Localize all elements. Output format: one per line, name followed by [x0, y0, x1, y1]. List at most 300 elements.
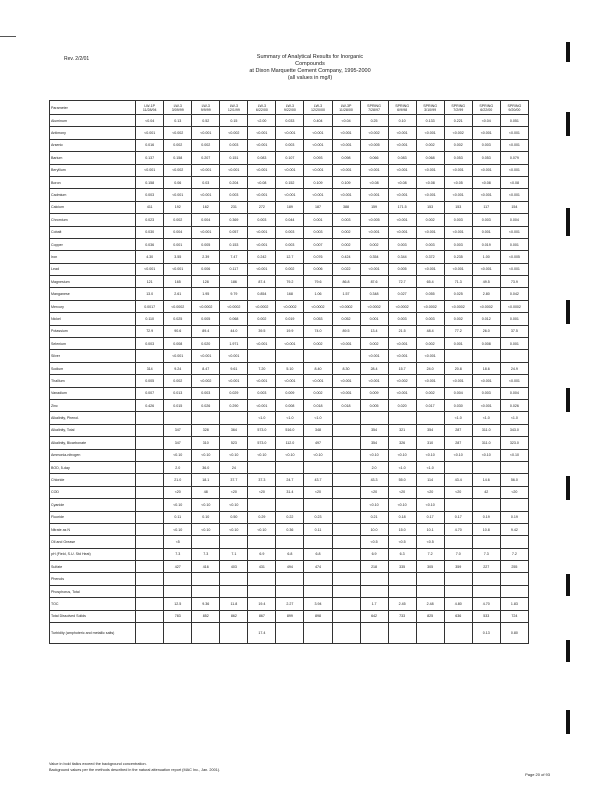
result-cell: <0.0002	[192, 300, 220, 312]
result-cell	[304, 623, 332, 644]
result-cell: 0.10	[192, 511, 220, 523]
result-cell: 0.369	[220, 214, 248, 226]
result-cell: <0.001	[416, 350, 444, 362]
result-cell: <0.10	[164, 449, 192, 461]
result-cell: 0.290	[220, 399, 248, 411]
result-cell: 0.076	[304, 251, 332, 263]
result-cell: 26.0	[472, 325, 500, 337]
result-cell: <0.10	[388, 499, 416, 511]
result-cell: 287	[444, 437, 472, 449]
table-row	[50, 474, 529, 486]
result-cell: 0.068	[220, 313, 248, 325]
table-row	[50, 313, 529, 325]
result-cell	[248, 585, 276, 597]
result-cell: 0.003	[276, 238, 304, 250]
result-cell: <0.002	[220, 127, 248, 139]
result-cell: 186	[220, 276, 248, 288]
column-well-id: LW-3	[173, 103, 182, 108]
result-cell: 0.066	[360, 152, 388, 164]
result-cell: <0.10	[220, 523, 248, 535]
result-cell: 2.80	[472, 288, 500, 300]
result-cell: 86.8	[332, 276, 360, 288]
result-cell	[332, 486, 360, 498]
result-cell	[136, 573, 164, 585]
result-cell: 43.7	[304, 474, 332, 486]
result-cell: <0.002	[388, 375, 416, 387]
column-sample-date: 3/09/99	[171, 107, 184, 112]
result-cell: 7.3	[164, 548, 192, 560]
result-cell: 2.27	[276, 598, 304, 610]
result-cell	[332, 585, 360, 597]
result-cell: 0.17	[416, 511, 444, 523]
result-cell: 0.005	[192, 313, 220, 325]
result-cell: <0.001	[304, 189, 332, 201]
result-cell	[248, 536, 276, 548]
result-cell: 15.0	[388, 523, 416, 535]
result-cell: <0.001	[444, 226, 472, 238]
result-cell: 3.94	[304, 598, 332, 610]
column-sample-date: 6/9/98	[397, 107, 408, 112]
column-sample-date: 7/2/99	[453, 107, 464, 112]
parameter-name: Zinc	[50, 399, 136, 411]
result-cell: 14.6	[472, 474, 500, 486]
column-header	[136, 101, 164, 115]
title-line: at Dixon Marquette Cement Company, 1995-2000	[249, 68, 371, 74]
result-cell	[164, 573, 192, 585]
result-cell: 0.007	[136, 387, 164, 399]
result-cell	[192, 585, 220, 597]
result-cell: <20	[304, 486, 332, 498]
table-row	[50, 523, 529, 535]
result-cell: <0.001	[416, 189, 444, 201]
result-cell	[136, 449, 164, 461]
result-cell	[136, 437, 164, 449]
result-cell: 79.2	[276, 276, 304, 288]
result-cell: 19.9	[276, 325, 304, 337]
column-sample-date: 9/22/00	[283, 107, 296, 112]
result-cell: <0.001	[416, 263, 444, 275]
result-cell: 0.001	[500, 238, 528, 250]
result-cell: 117	[472, 201, 500, 213]
result-cell	[220, 536, 248, 548]
result-cell: 0.004	[444, 387, 472, 399]
result-cell: 0.0017	[136, 300, 164, 312]
result-cell: 0.001	[360, 313, 388, 325]
result-cell: <5	[164, 536, 192, 548]
result-cell: <0.001	[444, 263, 472, 275]
result-cell: 573.0	[248, 437, 276, 449]
parameter-name: Total Dissolved Solids	[50, 610, 136, 622]
result-cell: <0.001	[276, 164, 304, 176]
parameter-name: Manganese	[50, 288, 136, 300]
column-sample-date: 9/9/99	[200, 107, 211, 112]
result-cell: 7.0	[444, 548, 472, 560]
table-row	[50, 623, 529, 644]
parameter-name: Phenols	[50, 573, 136, 585]
result-cell: 0.18	[388, 511, 416, 523]
result-cell: 636	[444, 610, 472, 622]
table-row	[50, 164, 529, 176]
parameter-name: Silver	[50, 350, 136, 362]
table-row	[50, 226, 529, 238]
result-cell	[332, 424, 360, 436]
result-cell: 0.003	[332, 214, 360, 226]
result-cell: 0.005	[192, 238, 220, 250]
footnote-bold-italics: Value in bold italics exceed the background concentration.	[49, 762, 147, 766]
result-cell: <0.10	[276, 449, 304, 461]
table-row	[50, 300, 529, 312]
result-cell: <0.001	[332, 189, 360, 201]
result-cell: <1.0	[304, 412, 332, 424]
result-cell: <0.001	[388, 338, 416, 350]
result-cell	[276, 461, 304, 473]
result-cell: 0.003	[136, 338, 164, 350]
result-cell: 0.002	[416, 338, 444, 350]
result-cell: <0.001	[248, 139, 276, 151]
result-cell	[220, 412, 248, 424]
result-cell: <20	[444, 486, 472, 498]
column-sample-date: 6/22/00	[480, 107, 493, 112]
result-cell: <0.001	[360, 226, 388, 238]
result-cell: 310	[192, 437, 220, 449]
parameter-name: Barium	[50, 152, 136, 164]
result-cell: 159	[360, 201, 388, 213]
result-cell: 314	[136, 362, 164, 374]
table-row	[50, 139, 529, 151]
table-row	[50, 251, 529, 263]
result-cell: <20	[220, 486, 248, 498]
result-cell: 0.003	[136, 189, 164, 201]
result-cell: 0.026	[192, 399, 220, 411]
result-cell: 311.0	[472, 424, 500, 436]
scan-tab-mark	[566, 112, 570, 136]
result-cell: <0.001	[136, 263, 164, 275]
result-cell: 0.158	[136, 176, 164, 188]
result-cell	[388, 623, 416, 644]
column-well-id: SPRING	[395, 103, 409, 108]
result-cell: <1.0	[500, 412, 528, 424]
result-cell: 3.55	[164, 251, 192, 263]
result-cell: 0.053	[472, 152, 500, 164]
result-cell: 0.003	[248, 214, 276, 226]
result-cell: 24	[220, 461, 248, 473]
result-cell: 227	[472, 561, 500, 573]
parameter-name: Cyanide	[50, 499, 136, 511]
result-cell: <20	[500, 486, 528, 498]
result-cell: <0.0002	[304, 300, 332, 312]
result-cell: 0.001	[500, 313, 528, 325]
result-cell: <0.001	[332, 127, 360, 139]
result-cell: 0.002	[276, 263, 304, 275]
column-well-id: SPRING	[451, 103, 466, 108]
parameter-name: Aluminum	[50, 115, 136, 127]
result-cell	[332, 548, 360, 560]
result-cell: 0.424	[332, 251, 360, 263]
result-cell: 1.57	[332, 288, 360, 300]
result-cell: 533	[472, 610, 500, 622]
result-cell	[500, 573, 528, 585]
result-cell: 0.002	[416, 139, 444, 151]
result-cell: 48.4	[416, 325, 444, 337]
result-cell: <1.0	[444, 412, 472, 424]
result-cell: 347	[164, 424, 192, 436]
result-cell: 89.5	[332, 325, 360, 337]
scan-tab-mark	[566, 388, 570, 412]
result-cell: 0.044	[276, 214, 304, 226]
result-cell: <1.0	[388, 461, 416, 473]
result-cell: 0.22	[276, 511, 304, 523]
result-cell	[136, 511, 164, 523]
result-cell: 573.0	[248, 424, 276, 436]
result-cell: <0.001	[248, 127, 276, 139]
column-header	[416, 101, 444, 115]
result-cell	[192, 412, 220, 424]
result-cell: <0.001	[332, 164, 360, 176]
result-cell: 0.033	[276, 115, 304, 127]
column-header	[164, 101, 192, 115]
result-cell: 187	[304, 201, 332, 213]
result-cell: 0.19	[472, 511, 500, 523]
result-cell: 0.051	[500, 115, 528, 127]
parameter-name: Oil and Grease	[50, 536, 136, 548]
result-cell: 28.4	[360, 362, 388, 374]
parameter-name: Chloride	[50, 474, 136, 486]
result-cell: <0.10	[248, 523, 276, 535]
result-cell: 15.7	[388, 362, 416, 374]
result-cell: 311.0	[472, 437, 500, 449]
result-cell: 0.003	[220, 139, 248, 151]
result-cell: 9.42	[500, 523, 528, 535]
result-cell	[332, 449, 360, 461]
result-cell: <0.10	[360, 449, 388, 461]
result-cell: 4.30	[136, 251, 164, 263]
result-cell: <0.001	[500, 139, 528, 151]
result-cell: 523	[220, 437, 248, 449]
result-cell: 0.21	[360, 511, 388, 523]
column-header	[192, 101, 220, 115]
result-cell	[136, 474, 164, 486]
parameter-name: BOD, 5-day	[50, 461, 136, 473]
result-cell: 0.153	[220, 238, 248, 250]
result-cell: 0.002	[192, 139, 220, 151]
result-cell: 0.344	[388, 251, 416, 263]
parameter-name: COD	[50, 486, 136, 498]
result-cell: 0.004	[500, 387, 528, 399]
result-cell	[332, 474, 360, 486]
result-cell: <0.001	[472, 127, 500, 139]
result-cell: 0.221	[444, 115, 472, 127]
result-cell	[416, 623, 444, 644]
column-header	[220, 101, 248, 115]
result-cell: <20	[360, 486, 388, 498]
result-cell: 783	[164, 610, 192, 622]
column-well-id: LW-3	[257, 103, 267, 108]
table-row	[50, 115, 529, 127]
result-cell: 0.002	[164, 214, 192, 226]
result-cell: <1.0	[472, 412, 500, 424]
result-cell: <0.0002	[416, 300, 444, 312]
result-cell: <0.10	[192, 499, 220, 511]
result-cell: <0.04	[332, 115, 360, 127]
result-cell: <0.001	[248, 226, 276, 238]
result-cell	[136, 523, 164, 535]
result-cell: 9.36	[192, 598, 220, 610]
result-cell: 114	[416, 474, 444, 486]
result-cell: <2.00	[248, 115, 276, 127]
table-row	[50, 536, 529, 548]
column-sample-date: 11/28/94	[142, 107, 157, 112]
result-cell: 0.80	[500, 623, 528, 644]
table-row	[50, 263, 529, 275]
result-cell	[304, 573, 332, 585]
result-cell: 6.9	[360, 548, 388, 560]
result-cell	[220, 623, 248, 644]
result-cell: <0.001	[304, 127, 332, 139]
result-cell: 0.002	[304, 387, 332, 399]
result-cell: 0.003	[472, 139, 500, 151]
result-cell: <0.10	[248, 449, 276, 461]
table-row	[50, 499, 529, 511]
result-cell	[360, 585, 388, 597]
result-cell: <0.001	[360, 350, 388, 362]
result-cell: 18.6	[472, 362, 500, 374]
result-cell	[416, 412, 444, 424]
result-cell: 0.019	[276, 313, 304, 325]
parameter-name: pH (Field, S.U. Std Heat)	[50, 548, 136, 560]
result-cell	[500, 350, 528, 362]
result-cell: 0.52	[192, 115, 220, 127]
result-cell	[472, 461, 500, 473]
result-cell: 71.3	[444, 276, 472, 288]
result-cell	[416, 585, 444, 597]
result-cell: 6.3	[388, 548, 416, 560]
result-cell: 153	[416, 201, 444, 213]
result-cell: 0.022	[332, 263, 360, 275]
result-cell: 287	[444, 424, 472, 436]
result-cell: 162	[192, 201, 220, 213]
result-cell: 497	[304, 437, 332, 449]
result-cell: 0.152	[276, 176, 304, 188]
result-cell: 7.2	[416, 548, 444, 560]
parameter-name: Alkalinity, Bicarbonate	[50, 437, 136, 449]
result-cell: 0.15	[220, 115, 248, 127]
result-cell: <0.0002	[248, 300, 276, 312]
result-cell: 0.002	[164, 375, 192, 387]
column-header	[360, 101, 388, 115]
result-cell: 724	[500, 610, 528, 622]
result-cell: 0.006	[304, 263, 332, 275]
result-cell: <0.001	[164, 350, 192, 362]
result-cell	[276, 350, 304, 362]
result-cell: <0.001	[332, 387, 360, 399]
result-cell: 898	[304, 610, 332, 622]
table-row	[50, 238, 529, 250]
result-cell: 0.109	[304, 176, 332, 188]
parameter-name: Selenium	[50, 338, 136, 350]
result-cell: 9.24	[164, 362, 192, 374]
result-cell: 10.0	[360, 523, 388, 535]
parameter-name: Nitrate as N	[50, 523, 136, 535]
parameter-name: Alkalinity, Total	[50, 424, 136, 436]
result-cell: <0.0002	[276, 300, 304, 312]
result-cell: 1.83	[500, 598, 528, 610]
column-well-id: SPRING	[367, 103, 381, 108]
result-cell: <0.001	[248, 263, 276, 275]
result-cell: <0.08	[416, 176, 444, 188]
column-sample-date: 6/22/00	[255, 107, 268, 112]
result-cell: <0.001	[276, 338, 304, 350]
result-cell: <0.0002	[332, 300, 360, 312]
result-cell: 0.03	[192, 176, 220, 188]
result-cell: <0.001	[164, 263, 192, 275]
result-cell: 72.9	[136, 325, 164, 337]
result-cell: <0.005	[360, 214, 388, 226]
result-cell	[304, 585, 332, 597]
result-cell: 0.19	[500, 511, 528, 523]
result-cell: 0.053	[444, 152, 472, 164]
scan-tab-mark	[566, 208, 570, 236]
column-sample-date: 9/20/00	[508, 107, 521, 112]
result-cell: 4.80	[444, 598, 472, 610]
result-cell: 2.45	[388, 598, 416, 610]
column-sample-date: 12/20/00	[310, 107, 325, 112]
result-cell: <0.001	[388, 127, 416, 139]
result-cell: <0.001	[416, 164, 444, 176]
result-cell: 0.018	[304, 399, 332, 411]
result-cell: 0.107	[276, 152, 304, 164]
table-row	[50, 437, 529, 449]
result-cell: <0.5	[416, 536, 444, 548]
result-cell: 121	[136, 276, 164, 288]
result-cell	[192, 573, 220, 585]
result-cell: 0.002	[444, 313, 472, 325]
result-cell: 0.055	[416, 288, 444, 300]
result-cell: 7.3	[472, 548, 500, 560]
result-cell: <0.10	[164, 523, 192, 535]
table-row	[50, 338, 529, 350]
result-cell: 0.17	[444, 511, 472, 523]
result-cell: 310	[416, 437, 444, 449]
result-cell: 0.009	[276, 387, 304, 399]
result-cell: 0.002	[360, 238, 388, 250]
result-cell	[136, 461, 164, 473]
result-cell: 0.348	[360, 288, 388, 300]
result-cell: 0.003	[388, 238, 416, 250]
parameter-name: Alkalinity, Phenol.	[50, 412, 136, 424]
result-cell	[276, 573, 304, 585]
result-cell: 348	[304, 424, 332, 436]
result-cell: 13.4	[360, 325, 388, 337]
column-header	[472, 101, 500, 115]
result-cell: <20	[416, 486, 444, 498]
result-cell: 0.151	[220, 152, 248, 164]
result-cell: <20	[248, 486, 276, 498]
result-cell: <0.10	[304, 449, 332, 461]
table-row	[50, 189, 529, 201]
result-cell	[136, 350, 164, 362]
table-row	[50, 548, 529, 560]
result-cell: 0.235	[444, 251, 472, 263]
result-cell: 0.008	[276, 399, 304, 411]
result-cell	[304, 461, 332, 473]
result-cell: 0.025	[164, 313, 192, 325]
result-cell: 65.4	[416, 276, 444, 288]
result-cell: <1.0	[248, 412, 276, 424]
result-cell: <0.5	[360, 536, 388, 548]
result-cell: <0.001	[220, 350, 248, 362]
result-cell: <0.001	[472, 399, 500, 411]
parameter-name: TOC	[50, 598, 136, 610]
